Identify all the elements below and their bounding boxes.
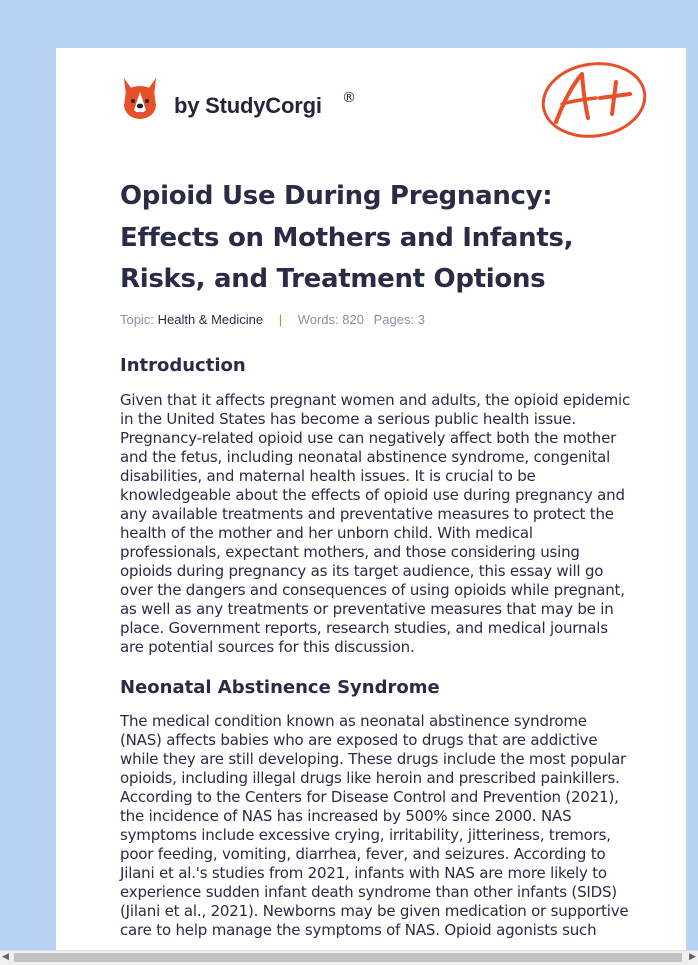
pages-label: Pages:: [373, 312, 415, 327]
section-text-nas: The medical condition known as neonatal abstinence syndrome (NAS) affects babies who are exposed to drugs that are addictive while they are still developing. These drugs include the most popular opioids, including illegal drugs like heroin and prescribed painkillers. According to the Centers for Disease Control and Prevention (2021), the incidence of NAS has increased by 500% since 2000. NAS symptoms include excessive crying, irritability, jitteriness, tremors, poor feeding, vomiting, diarrhea, fever, and seizures. According to Jilani et al.'s studies from 2021, infants with NAS are more likely to experience sudden infant death syndrome than other infants (SIDS) (Jilani et al., 2021). Newborns may be given medication or supportive care to help manage the symptoms of NAS. Opioid agonists such: [120, 712, 629, 939]
topic-label: Topic:: [120, 312, 154, 327]
horizontal-scrollbar[interactable]: [0, 950, 698, 965]
registered-mark: ®: [342, 90, 356, 106]
section-heading-introduction: Introduction: [120, 355, 246, 376]
corgi-icon: [120, 76, 160, 122]
section-heading-nas: Neonatal Abstinence Syndrome: [120, 677, 440, 698]
scrollbar-thumb[interactable]: [14, 953, 682, 962]
meta-separator: |: [278, 312, 283, 327]
a-plus-grade-icon: [538, 60, 648, 140]
scroll-right-icon[interactable]: ▶: [689, 952, 696, 962]
words-label: Words:: [297, 312, 339, 327]
studycorgi-logo[interactable]: [120, 76, 370, 124]
section-text-introduction: Given that it affects pregnant women and adults, the opioid epidemic in the United States has become a serious public health issue. Pregnancy-related opioid use can negatively affect both the mother and the fetus, including neonatal abstinence syndrome, congenital disabilities, and maternal health issues. It is crucial to be knowledgeable about the effects of opioid use during pregnancy and any available treatments and preventative measures to protect the health of the mother and her unborn child. With medical professionals, expectant mothers, and those considering using opioids during pregnancy as its target audience, this essay will go over the dangers and consequences of using opioids while pregnant, as well as any treatments or preventative measures that may be in place. Government reports, research studies, and medical journals are potential sources for this discussion.: [120, 391, 631, 656]
page-title: Opioid Use During Pregnancy: Effects on Mothers and Infants, Risks, and Treatment Options: [120, 181, 574, 294]
topic-link[interactable]: Health & Medicine: [157, 312, 264, 327]
document-meta: [120, 312, 425, 327]
words-count: 820: [342, 312, 364, 327]
pages-count: 3: [417, 312, 425, 327]
document-page: [56, 48, 686, 964]
scroll-left-icon[interactable]: ◀: [2, 952, 9, 962]
brand-name: by StudyCorgi: [174, 93, 322, 118]
